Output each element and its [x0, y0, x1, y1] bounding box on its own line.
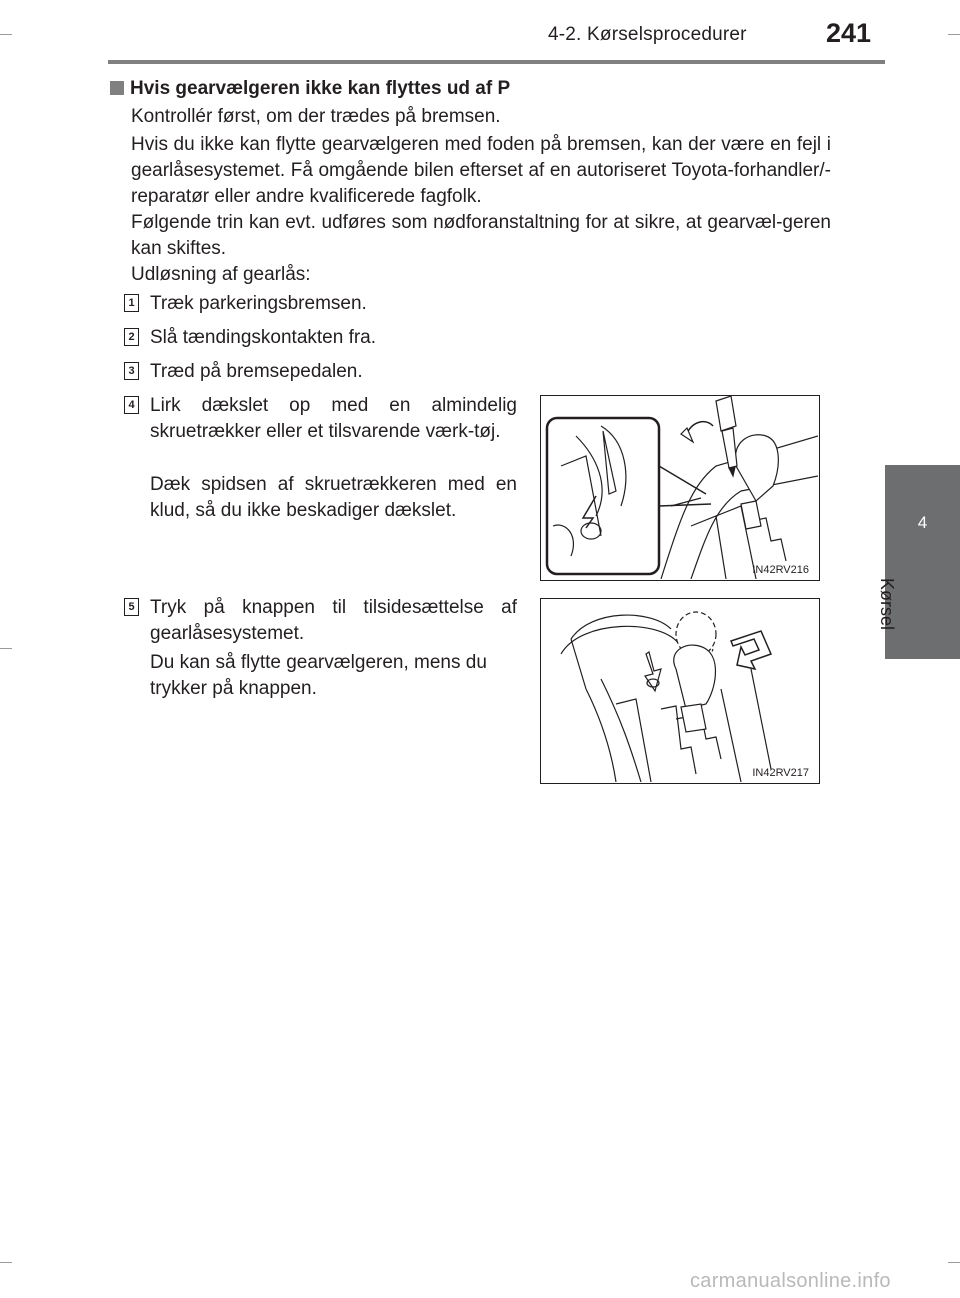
step-number-badge: 5: [124, 598, 139, 616]
crop-mark: [0, 34, 12, 35]
header-rule: [108, 60, 885, 64]
figure-shift-lock-override-button: [540, 598, 820, 784]
figure-shift-lock-cover: [540, 395, 820, 581]
step-number-badge: 1: [124, 294, 139, 312]
step-note: Dæk spidsen af skruetrækkeren med en klud, så du ikke beskadiger dækslet.: [150, 474, 517, 521]
step-number-badge: 3: [124, 362, 139, 380]
chapter-tab-label: Kørsel: [877, 578, 897, 631]
step-text: Slå tændingskontakten fra.: [150, 327, 377, 348]
section-heading-text: Hvis gearvælgeren ikke kan flyttes ud af P: [130, 78, 511, 99]
step-text: Tryk på knappen til tilsidesættelse af gearlåsesystemet.: [150, 597, 517, 644]
step-text: Træd på bremsepedalen.: [150, 361, 363, 382]
override-button-illustration: [541, 599, 818, 782]
paragraph-check-brake: Kontrollér først, om der trædes på bremsen.: [131, 106, 501, 127]
watermark: carmanualsonline.info: [690, 1270, 891, 1292]
crop-mark: [948, 1262, 960, 1263]
section-heading: [110, 76, 510, 102]
page-number: 241: [826, 18, 872, 48]
header-section-title: 4-2. Kørselsprocedurer: [548, 24, 747, 45]
step-number-badge: 2: [124, 328, 139, 346]
heading-square-icon: [110, 81, 124, 95]
figure-code: IN42RV216: [752, 564, 809, 576]
chapter-tab-number: 4: [917, 513, 928, 532]
step-text: Træk parkeringsbremsen.: [150, 293, 367, 314]
crop-mark: [948, 34, 960, 35]
figure-code: IN42RV217: [752, 767, 809, 779]
step-text: Lirk dækslet op med en almindelig skruetrækker eller et tilsvarende værk-tøj.: [150, 395, 517, 442]
step-note: Du kan så flytte gearvælgeren, mens du trykker på knappen.: [150, 652, 487, 699]
paragraph-emergency-steps: Følgende trin kan evt. udføres som nødforanstaltning for at sikre, at gearvæl-geren kan skiftes.: [131, 212, 831, 259]
paragraph-release-shift-lock: Udløsning af gearlås:: [131, 264, 311, 285]
screwdriver-cover-illustration: [541, 396, 818, 579]
step-number-badge: 4: [124, 396, 139, 414]
crop-mark: [0, 648, 12, 649]
crop-mark: [0, 1262, 12, 1263]
paragraph-shift-lock-fault: Hvis du ikke kan flytte gearvælgeren med foden på bremsen, kan der være en fejl i gearlåsesystemet. Få omgående bilen efterset af en autoriseret Toyota-forhandler/-reparatør eller andre kvalificerede fagfolk.: [131, 134, 831, 207]
